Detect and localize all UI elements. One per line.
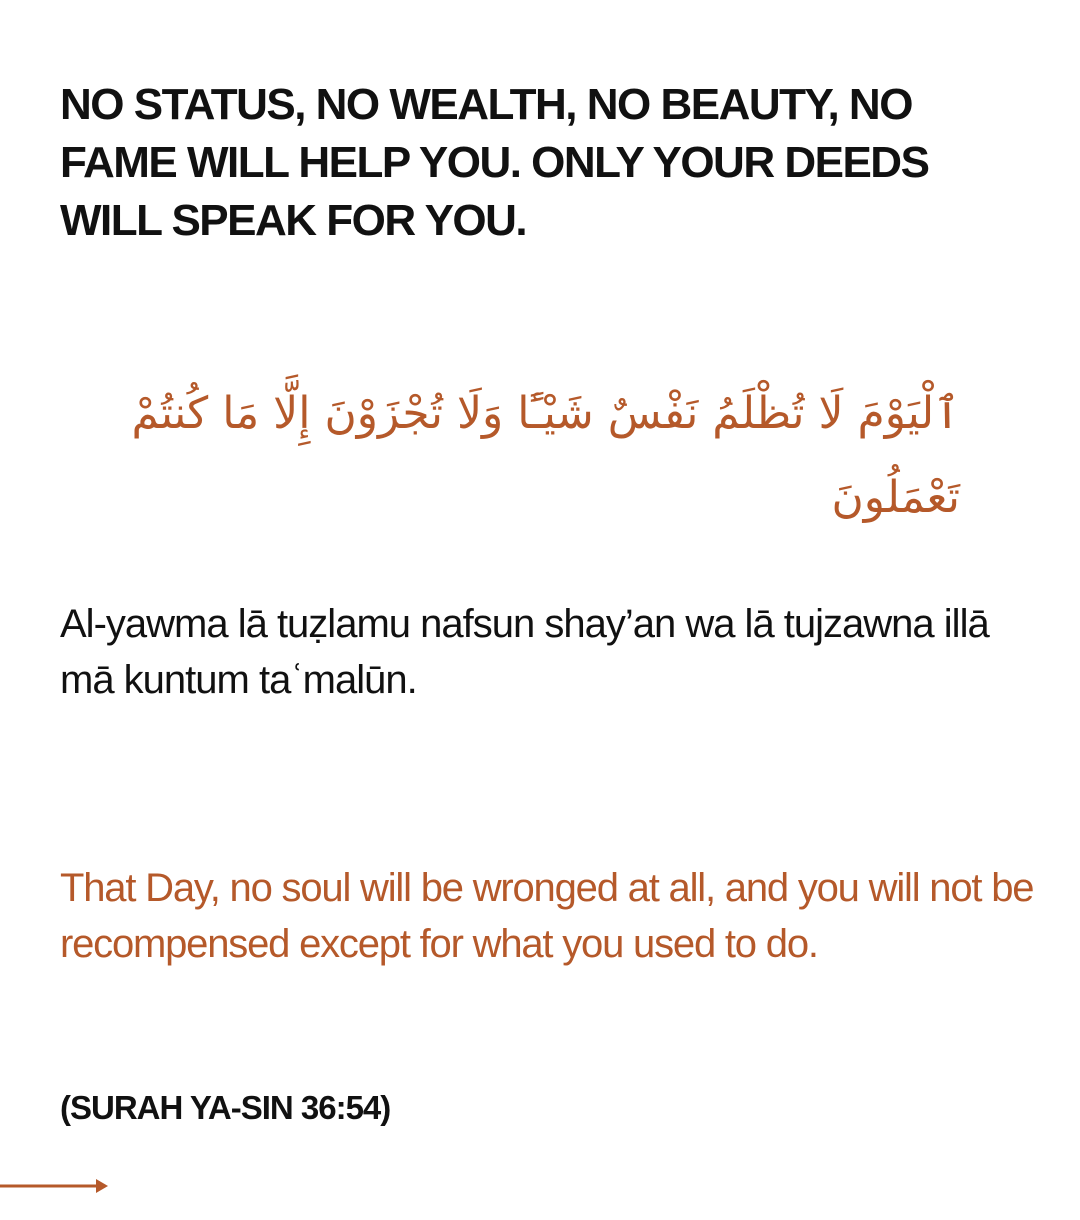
headline: NO STATUS, NO WEALTH, NO BEAUTY, NO FAME WILL HELP YOU. ONLY YOUR DEEDS WILL SPEAK FOR YOU. (60, 80, 929, 245)
verse-reference: (SURAH YA-SIN 36:54) (60, 1089, 391, 1126)
translation: That Day, no soul will be wronged at all, and you will not be recompensed except for what you used to do. (60, 866, 1034, 966)
arrow-right-icon (0, 1176, 110, 1196)
arabic-verse: ٱلْيَوْمَ لَا تُظْلَمُ نَفْسٌ شَيْـًٔا وَلَا تُجْزَوْنَ إِلَّا مَا كُنتُمْ تَعْمَلُونَ (131, 388, 960, 523)
next-button[interactable] (0, 1176, 110, 1196)
transliteration: Al-yawma lā tuẓlamu nafsun shay’an wa lā tujzawna illā mā kuntum taʿmalūn. (60, 602, 989, 702)
